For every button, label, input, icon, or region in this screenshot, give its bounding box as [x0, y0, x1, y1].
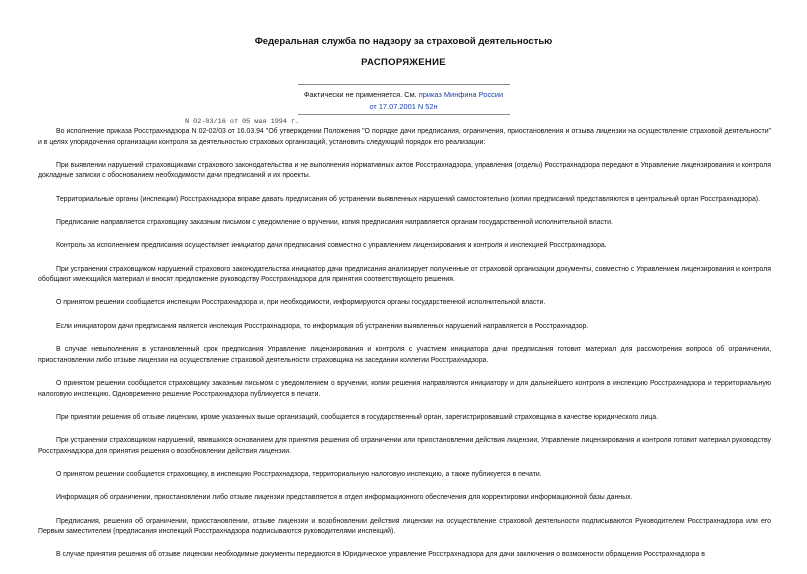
- order-date-link[interactable]: от 17.07.2001 N 52н: [369, 102, 438, 111]
- document-type-heading: РАСПОРЯЖЕНИЕ: [361, 57, 446, 68]
- paragraph: О принятом решении сообщается инспекции Росстрахнадзора и, при необходимости, информируются органы государственной исполнительной власти.: [56, 299, 546, 307]
- paragraph: Если инициатором дачи предписания является инспекция Росстрахнадзора, то информация об устранении выявленных нарушений направляется в Росстрахнадзор.: [56, 322, 589, 330]
- note-divider-bottom: [298, 114, 510, 115]
- paragraph: Предписания, решения об ограничении, приостановлении, отзыве лицензии и возобновлении действия лицензии на осуществление страховой деятельности подписываются Руководителем Росстрахнадзора или его Первым заместителем (предписания инспекций Росстрахнадзора подписываются руководителями инспекций).: [38, 517, 771, 536]
- status-note-line-2: [0, 101, 807, 113]
- paragraph: В случае невыполнения в установленный срок предписания Управление лицензирования и контроля с участием инициатора дачи предписания готовит материал для рассмотрения вопроса об ограничении, приостановлении либо отзыве лицензии на осуществление страховой деятельности страховщика на заседании коллегии Росстрахнадзора.: [38, 346, 771, 364]
- status-note: [0, 89, 807, 113]
- paragraph: При принятии решения об отзыве лицензии, кроме указанных выше организаций, сообщается в государственный орган, зарегистрировавший страховщика в качестве юридического лица.: [56, 413, 658, 421]
- paragraph: Информация об ограничении, приостановлении либо отзыве лицензии представляется в отдел информационного обеспечения для корректировки информационной базы данных.: [56, 494, 633, 502]
- document-body: [38, 127, 771, 574]
- paragraph: О принятом решении сообщается страховщику, в инспекцию Росстрахнадзора, территориальную налоговую инспекцию, а также публикуется в печати.: [56, 470, 542, 478]
- status-note-text: Фактически не применяется. См.: [303, 90, 419, 99]
- paragraph: В случае принятия решения об отзыве лицензии необходимые документы передаются в Юридическое управление Росстрахнадзора для дачи заключения о возможности обращения Росстрахнадзора в: [56, 551, 705, 559]
- note-divider-top: [298, 84, 510, 85]
- paragraph: Территориальные органы (инспекции) Росстрахнадзора вправе давать предписания об устранении выявленных нарушений самостоятельно (копии предписаний представляются в центральный орган Росстрахнадзора).: [56, 195, 760, 203]
- paragraph: При устранении страховщиком нарушений страхового законодательства инициатор дачи предписания анализирует полученные от страховой организации документы, совместно с Управлением лицензирования и контроля обобщают имеющийся материал и вносят предложение руководству Росстрахнадзора для принятия соответствующего решения.: [38, 265, 771, 284]
- paragraph: Предписание направляется страховщику заказным письмом с уведомление о вручении, копия предписания направляется органам государственной исполнительной власти.: [56, 219, 613, 227]
- paragraph: При устранении страховщиком нарушений, явившихся основанием для принятия решения об ограничении или приостановлении действия лицензии, Управление лицензирования и контроля готовит материал руководству Росстрахнадзора для принятия решения о возобновлении действия лицензии.: [38, 437, 771, 455]
- order-link[interactable]: приказ Минфина России: [418, 90, 504, 99]
- paragraph: О принятом решении сообщается страховщику заказным письмом с уведомлением о вручении, копии решения направляются инициатору и для дальнейшего контроля в инспекцию Росстрахнадзора и территориальную налоговую инспекцию. Одновременно решение Росстрахнадзора публикуется в печати.: [38, 379, 771, 398]
- paragraph: Контроль за исполнением предписания осуществляет инициатор дачи предписания совместно с управлением лицензирования и контроля и инспекцией Росстрахнадзора.: [56, 242, 607, 250]
- document-number: N 02-03/16 от 05 мая 1994 г.: [185, 118, 300, 126]
- document-title: Федеральная служба по надзору за страховой деятельностью: [254, 36, 553, 47]
- paragraph: При выявлении нарушений страховщиками страхового законодательства и не выполнения нормативных актов Росстрахнадзора, управления (отделы) Росстрахнадзора передают в Управление лицензирования и контроля докладные записки с обоснованием необходимости дачи предписаний и их проекты.: [38, 161, 771, 180]
- status-note-line-1: [0, 89, 807, 101]
- paragraph: Во исполнение приказа Росстрахнадзора N 02-02/03 от 16.03.94 "Об утверждении Положения "О порядке дачи предписания, ограничения, приостановления и отзыва лицензии на осуществление страховой деятельности" и в целях упорядочения организации контроля за деятельностью страховых организаций, установить следующий порядок его реализации:: [38, 128, 771, 146]
